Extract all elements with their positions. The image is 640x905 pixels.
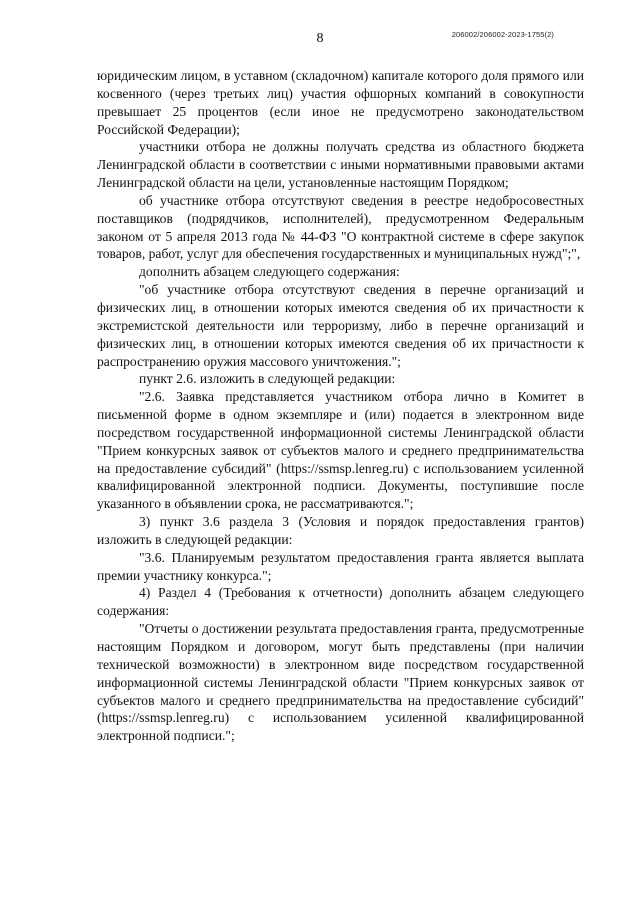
paragraph-extremism-list: "об участнике отбора отсутствуют сведения в перечне организаций и физических лиц, в отношении которых имеются сведения об их причастности к экстремистской деятельности или терроризму, либо в перечне организаций и физических лиц, в отношении которых имеются сведения об их причастности к распространению оружия массового уничтожения."; xyxy=(97,282,584,369)
paragraph-section-4-intro: 4) Раздел 4 (Требования к отчетности) дополнить абзацем следующего содержания: xyxy=(97,585,584,619)
paragraph-clause-2-6-text: "2.6. Заявка представляется участником отбора лично в Комитет в письменной форме в одном экземпляре и (или) подается в электронном виде посредством государственной информационной системы Ленинградской области "Прием конкурсных заявок от субъектов малого и среднего предпринимательства на предоставление субсидий" (https://ssmsp.lenreg.ru) с использованием усиленной квалифицированной электронной подписи. Документы, поступившие после указанного в объявлении срока, не рассматриваются."; xyxy=(97,389,584,512)
paragraph-clause-3-6-text: "3.6. Планируемым результатом предоставления гранта является выплата премии участнику конкурса."; xyxy=(97,549,584,583)
paragraph-regional-budget: участники отбора не должны получать средства из областного бюджета Ленинградской области в соответствии с иными нормативными правовыми актами Ленинградской области на цели, установленные настоящим Порядком; xyxy=(97,139,584,191)
paragraph-clause-3-6-intro: 3) пункт 3.6 раздела 3 (Условия и порядок предоставления грантов) изложить в следующей редакции: xyxy=(97,514,584,547)
paragraph-continuation: юридическим лицом, в уставном (складочном) капитале которого доля прямого или косвенного (через третьих лиц) участия офшорных компаний в совокупности превышает 25 процентов (если иное не предусмотрено законодательством Российской Федерации); xyxy=(97,68,584,137)
document-body xyxy=(97,67,584,745)
paragraph-unscrupulous-suppliers: об участнике отбора отсутствуют сведения в реестре недобросовестных поставщиков (подрядчиков, исполнителей), предусмотренном Федеральным законом от 5 апреля 2013 года № 44-ФЗ "О контрактной системе в сфере закупок товаров, работ, услуг для обеспечения государственных и муниципальных нужд";", xyxy=(97,192,584,262)
paragraph-reports-text: "Отчеты о достижении результата предоставления гранта, предусмотренные настоящим Порядком и договором, могут быть представлены (при наличии технической возможности) в электронном виде посредством государственной информационной системы Ленинградской области "Прием конкурсных заявок от субъектов малого и среднего предпринимательства на предоставление субсидий" (https://ssmsp.lenreg.ru) с использованием усиленной квалифицированной электронной подписи."; xyxy=(97,621,584,744)
paragraph-amendment-intro: дополнить абзацем следующего содержания: xyxy=(139,264,400,280)
paragraph-clause-2-6-intro: пункт 2.6. изложить в следующей редакции: xyxy=(139,371,396,387)
page-number: 8 xyxy=(316,31,324,46)
document-registration-number: 206002/206002-2023-1755(2) xyxy=(451,30,554,39)
